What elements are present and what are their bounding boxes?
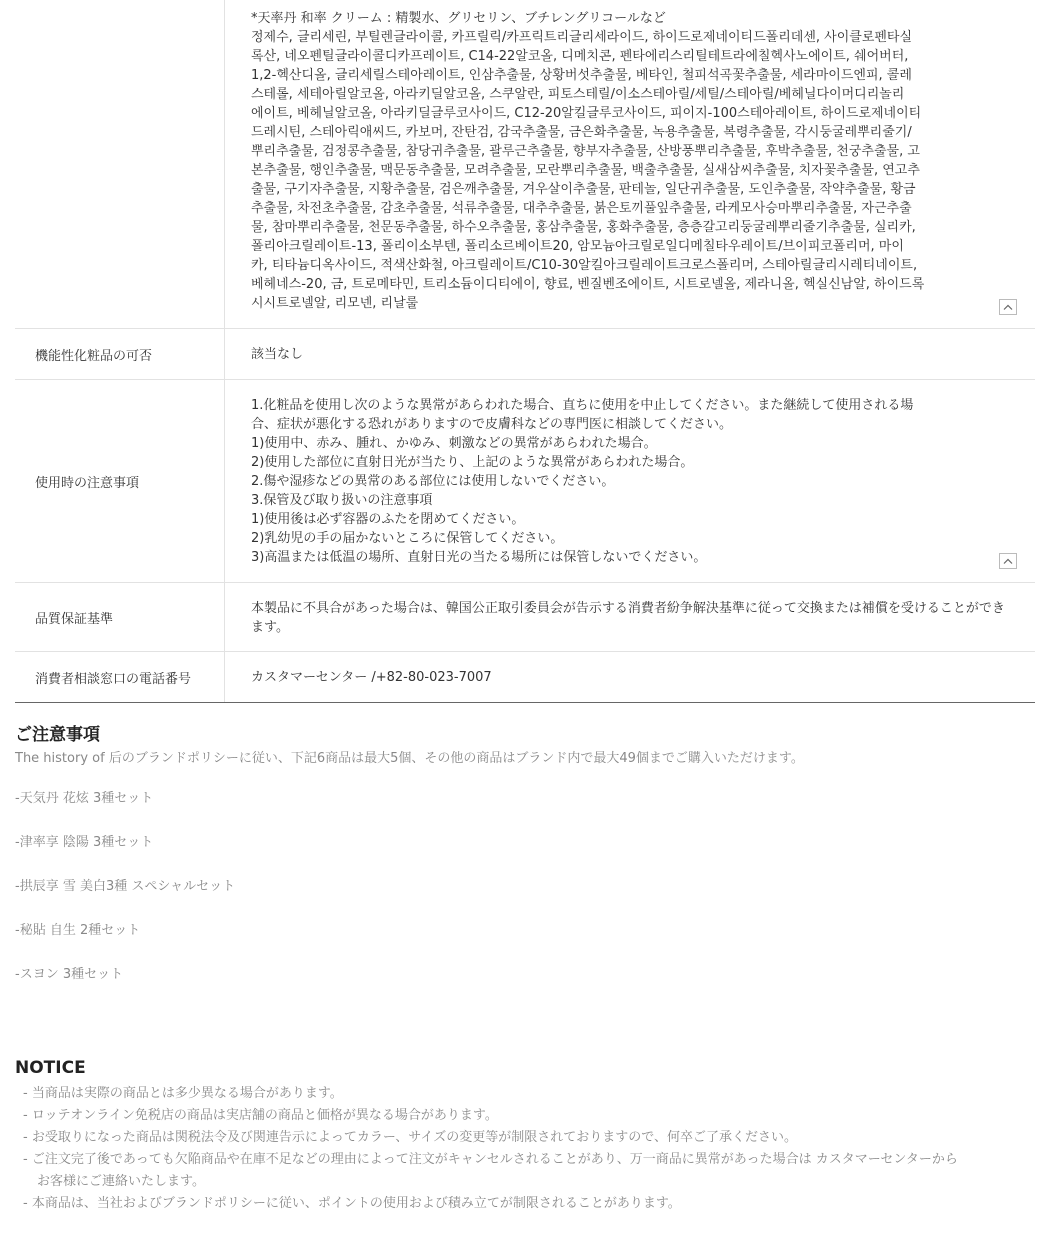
list-item: -スヨン 3種セット <box>15 967 124 982</box>
notice-section <box>15 1055 1045 1215</box>
functional-cosmetic-value: 該当なし <box>251 346 304 362</box>
list-item: -秘貼 自生 2種セット <box>15 923 141 938</box>
quality-standard-label: 品質保証基準 <box>15 583 225 651</box>
ingredients-line: 스테롤, 세테아릴알코올, 아라키딜알코올, 스쿠알란, 피토스테릴/이소스테아릴/세틸/스테아릴/베헤닐다이머디리놀리 <box>251 87 905 102</box>
ingredients-line: 추출물, 차전초추출물, 감초추출물, 석류추출물, 대추추출물, 붉은토끼풀잎추출물, 라케모사승마뿌리추출물, 자근추출 <box>251 201 912 216</box>
list-item <box>15 1171 1045 1193</box>
precautions-line: 3)高温または低温の場所、直射日光の当たる場所には保管しないでください。 <box>251 550 707 565</box>
quality-standard-value: 本製品に不具合があった場合は、韓国公正取引委員会が告示する消費者紛争解決基準に従って交換または補償を受けることができます。 <box>251 601 1005 635</box>
ingredients-line: 시시트로넬알, 리모넨, 리날룰 <box>251 296 419 311</box>
purchase-notes <box>15 722 1035 1010</box>
ingredients-line: *天率丹 和率 クリーム : 精製水、グリセリン、ブチレングリコールなど <box>251 11 666 26</box>
ingredients-line: 정제수, 글리세린, 부틸렌글라이콜, 카프릴릭/카프릭트리글리세라이드, 하이드로제네이티드폴리데센, 사이클로펜타실 <box>251 30 913 45</box>
ingredients-label <box>15 0 225 328</box>
quality-standard-row <box>15 583 1035 652</box>
precautions-label: 使用時の注意事項 <box>15 380 225 582</box>
list-item: - 本商品は、当社およびブランドポリシーに従い、ポイントの使用および積み立てが制限されることがあります。 <box>23 1196 681 1211</box>
precautions-line: 合、症状が悪化する恐れがありますので皮膚科などの専門医に相談してください。 <box>251 417 733 432</box>
list-item: - お受取りになった商品は関税法令及び関連告示によってカラー、サイズの変更等が制限されておりますので、何卒ご了承ください。 <box>23 1130 798 1145</box>
precautions-line: 1.化粧品を使用し次のような異常があらわれた場合、直ちに使用を中止してください。また継続して使用される場 <box>251 398 914 413</box>
list-item: -天気丹 花炫 3種セット <box>15 791 154 806</box>
ingredients-line: 폴리아크릴레이트-13, 폴리이소부텐, 폴리소르베이트20, 암모늄아크릴로일디메칠타우레이트/브이피코폴리머, 마이 <box>251 239 904 254</box>
precautions-line: 2)使用した部位に直射日光が当たり、上記のような異常があらわれた場合。 <box>251 455 694 470</box>
precautions-collapse-button[interactable] <box>999 553 1017 569</box>
precautions-line: 1)使用後は必ず容器のふたを閉めてください。 <box>251 512 525 527</box>
list-item: -津率享 陰陽 3種セット <box>15 835 154 850</box>
ingredients-line: 베헤네스-20, 금, 트로메타민, 트리소듐이디티에이, 향료, 벤질벤조에이트, 시트로넬올, 제라니올, 헥실신남알, 하이드록 <box>251 277 925 292</box>
functional-cosmetic-row <box>15 329 1035 380</box>
list-item: -拱辰享 雪 美白3種 スペシャルセット <box>15 879 236 894</box>
list-item: - ロッテオンライン免税店の商品は実店舗の商品と価格が異なる場合があります。 <box>23 1108 498 1123</box>
list-item: - 当商品は実際の商品とは多少異なる場合があります。 <box>23 1086 343 1101</box>
notes-description: The history of 后のブランドポリシーに従い、下記6商品は最大5個、その他の商品はブランド内で最大49個までご購入いただけます。 <box>15 751 804 766</box>
notice-continuation: お客様にご連絡いたします。 <box>37 1174 205 1189</box>
limited-set-list <box>15 790 1035 1010</box>
ingredients-line: 록산, 네오펜틸글라이콜디카프레이트, C14-22알코올, 디메치콘, 펜타에리스리틸테트라에칠헥사노에이트, 쉐어버터, <box>251 49 909 64</box>
chevron-up-icon <box>1003 558 1013 564</box>
ingredients-line: 뿌리추출물, 검정콩추출물, 참당귀추출물, 괄루근추출물, 향부자추출물, 산방풍뿌리추출물, 후박추출물, 천궁추출물, 고 <box>251 144 920 159</box>
consumer-phone-value: カスタマーセンター /+82-80-023-7007 <box>251 669 492 685</box>
consumer-phone-label: 消費者相談窓口の電話番号 <box>15 652 225 702</box>
ingredients-value <box>225 0 1035 328</box>
notice-list <box>15 1083 1045 1215</box>
product-info-table <box>15 0 1035 703</box>
ingredients-line: 드레시틴, 스테아릭애씨드, 카보머, 잔탄검, 감국추출물, 금은화추출물, 녹용추출물, 복령추출물, 각시둥굴레뿌리줄기/ <box>251 125 912 140</box>
notes-title: ご注意事項 <box>15 725 100 745</box>
ingredients-row <box>15 0 1035 329</box>
precautions-line: 3.保管及び取り扱いの注意事項 <box>251 493 433 508</box>
chevron-up-icon <box>1003 304 1013 310</box>
precautions-line: 1)使用中、赤み、腫れ、かゆみ、刺激などの異常があらわれた場合。 <box>251 436 657 451</box>
precautions-row <box>15 380 1035 583</box>
ingredients-line: 1,2-헥산디올, 글리세릴스테아레이트, 인삼추출물, 상황버섯추출물, 베타인, 철피석곡꽃추출물, 세라마이드엔피, 콜레 <box>251 68 912 83</box>
functional-cosmetic-label: 機能性化粧品の可否 <box>15 329 225 379</box>
ingredients-line: 본추출물, 행인추출물, 맥문동추출물, 모려추출물, 모란뿌리추출물, 백출추출물, 실새삼씨추출물, 치자꽃추출물, 연고추 <box>251 163 920 178</box>
list-item: - ご注文完了後であっても欠陥商品や在庫不足などの理由によって注文がキャンセルされることがあり、万一商品に異常があった場合は カスタマーセンターから <box>23 1152 958 1167</box>
ingredients-line: 카, 티타늄디옥사이드, 적색산화철, 아크릴레이트/C10-30알킬아크릴레이트크로스폴리머, 스테아릴글리시레티네이트, <box>251 258 918 273</box>
precautions-line: 2)乳幼児の手の届かないところに保管してください。 <box>251 531 564 546</box>
precautions-value <box>225 380 1035 582</box>
notice-title: NOTICE <box>15 1058 86 1078</box>
ingredients-collapse-button[interactable] <box>999 299 1017 315</box>
precautions-line: 2.傷や湿疹などの異常のある部位には使用しないでください。 <box>251 474 615 489</box>
ingredients-line: 출물, 구기자추출물, 지황추출물, 검은깨추출물, 겨우살이추출물, 판테놀, 일단귀추출물, 도인추출물, 작약추출물, 황금 <box>251 182 916 197</box>
consumer-phone-row <box>15 652 1035 702</box>
ingredients-line: 물, 참마뿌리추출물, 천문동추출물, 하수오추출물, 홍삼추출물, 홍화추출물, 층층갈고리둥굴레뿌리줄기추출물, 실리카, <box>251 220 916 235</box>
ingredients-line: 에이트, 베헤닐알코올, 아라키딜글루코사이드, C12-20알킬글루코사이드, 피이지-100스테아레이트, 하이드로제네이티 <box>251 106 922 121</box>
